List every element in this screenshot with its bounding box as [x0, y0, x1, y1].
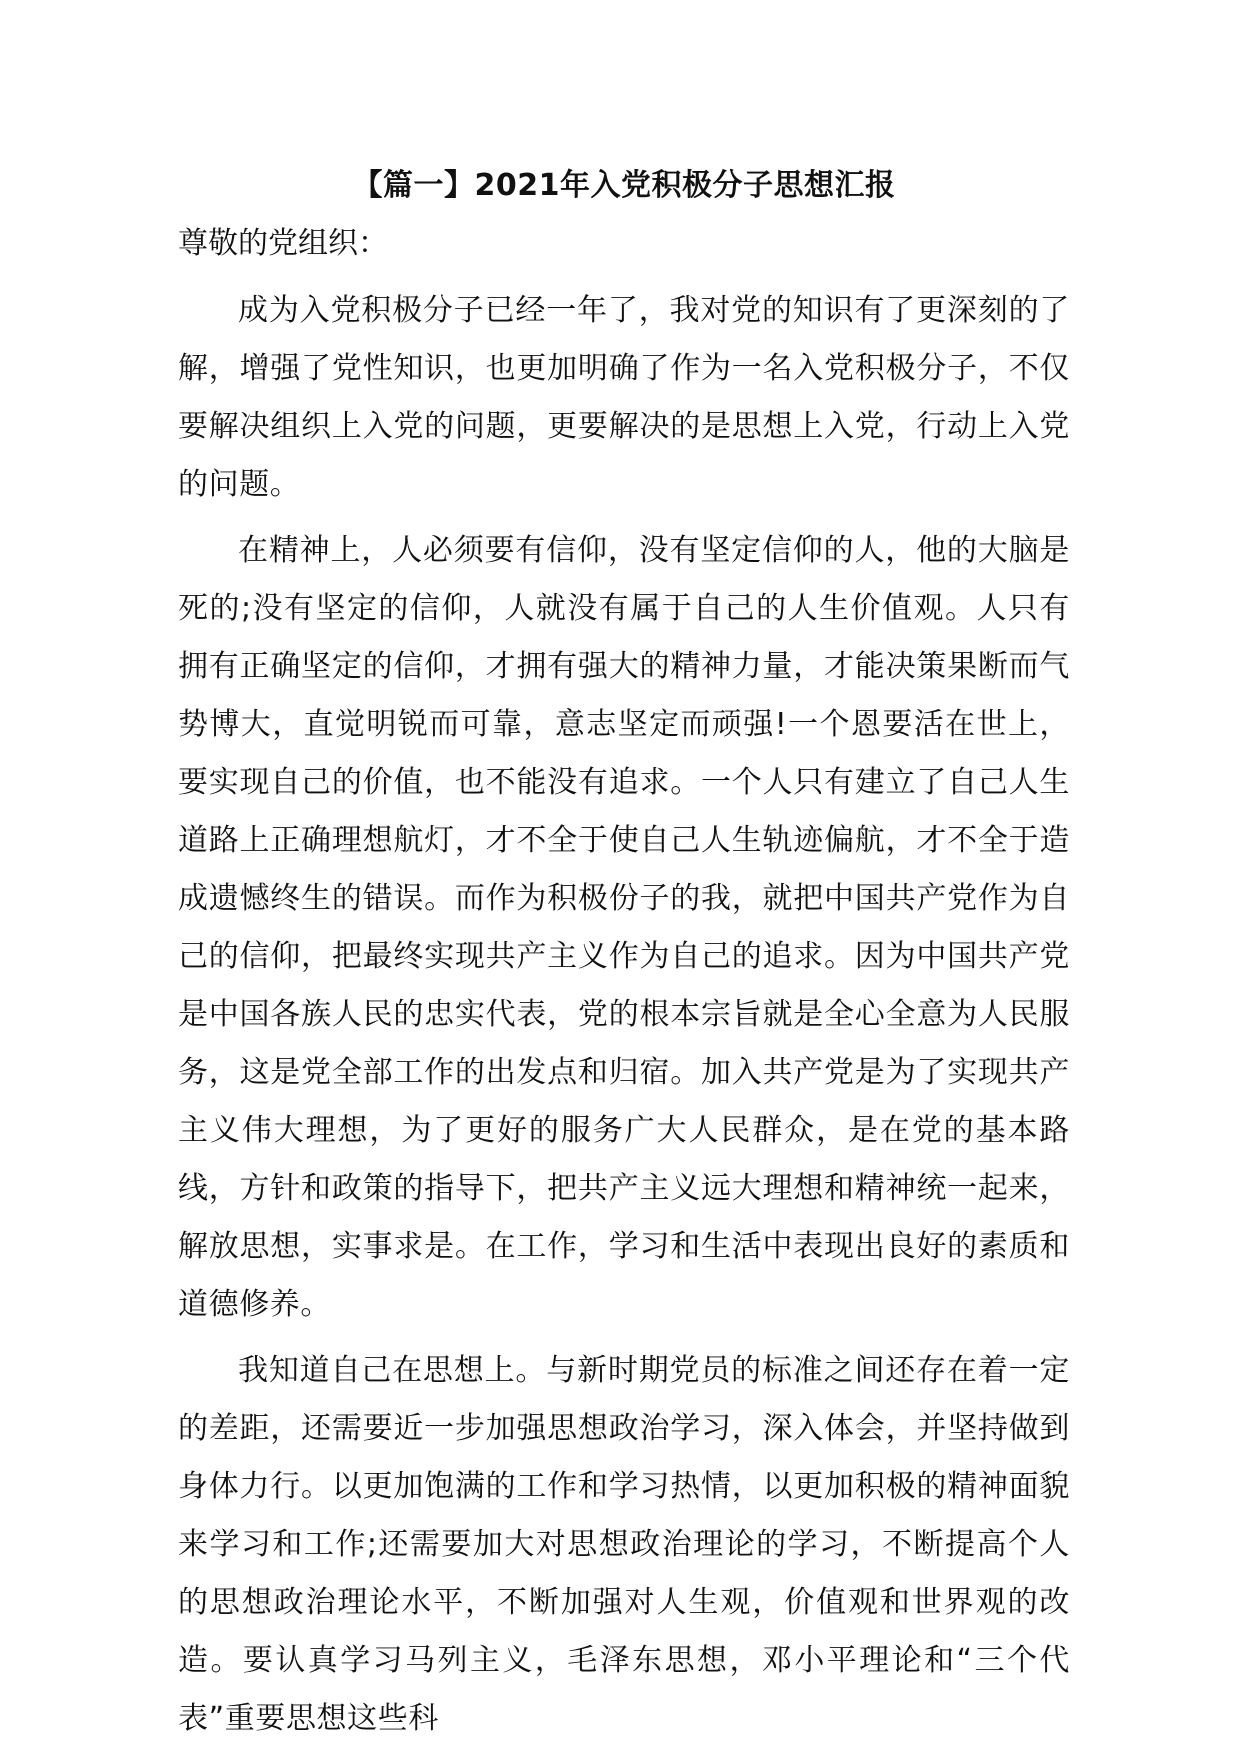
- salutation: 尊敬的党组织：: [178, 226, 388, 261]
- document-title: 【篇一】2021年入党积极分子思想汇报: [352, 168, 896, 203]
- paragraph-2: 在精神上，人必须要有信仰，没有坚定信仰的人，他的大脑是死的;没有坚定的信仰，人就没有属于自己的人生价值观。人只有拥有正确坚定的信仰，才拥有强大的精神力量，才能决策果断而气势博大，直觉明锐而可靠，意志坚定而顽强!一个恩要活在世上，要实现自己的价值，也不能没有追求。一个人只有建立了自己人生道路上正确理想航灯，才不全于使自己人生轨迹偏航，才不全于造成遗憾终生的错误。而作为积极份子的我，就把中国共产党作为自己的信仰，把最终实现共产主义作为自己的追求。因为中国共产党是中国各族人民的忠实代表，党的根本宗旨就是全心全意为人民服务，这是党全部工作的出发点和归宿。加入共产党是为了实现共产主义伟大理想，为了更好的服务广大人民群众，是在党的基本路线，方针和政策的指导下，把共产主义远大理想和精神统一起来，解放思想，实事求是。在工作，学习和生活中表现出良好的素质和道德修养。: [178, 533, 1070, 1322]
- paragraph-1: 成为入党积极分子已经一年了，我对党的知识有了更深刻的了解，增强了党性知识，也更加明确了作为一名入党积极分子，不仅要解决组织上入党的问题，更要解决的是思想上入党，行动上入党的问题。: [178, 293, 1070, 502]
- paragraph-3: 我知道自己在思想上。与新时期党员的标准之间还存在着一定的差距，还需要近一步加强思想政治学习，深入体会，并坚持做到身体力行。以更加饱满的工作和学习热情，以更加积极的精神面貌来学习和工作;还需要加大对思想政治理论的学习，不断提高个人的思想政治理论水平，不断加强对人生观，价值观和世界观的改造。要认真学习马列主义，毛泽东思想，邓小平理论和“三个代表”重要思想这些科: [178, 1353, 1070, 1736]
- document-body: [178, 166, 1070, 1756]
